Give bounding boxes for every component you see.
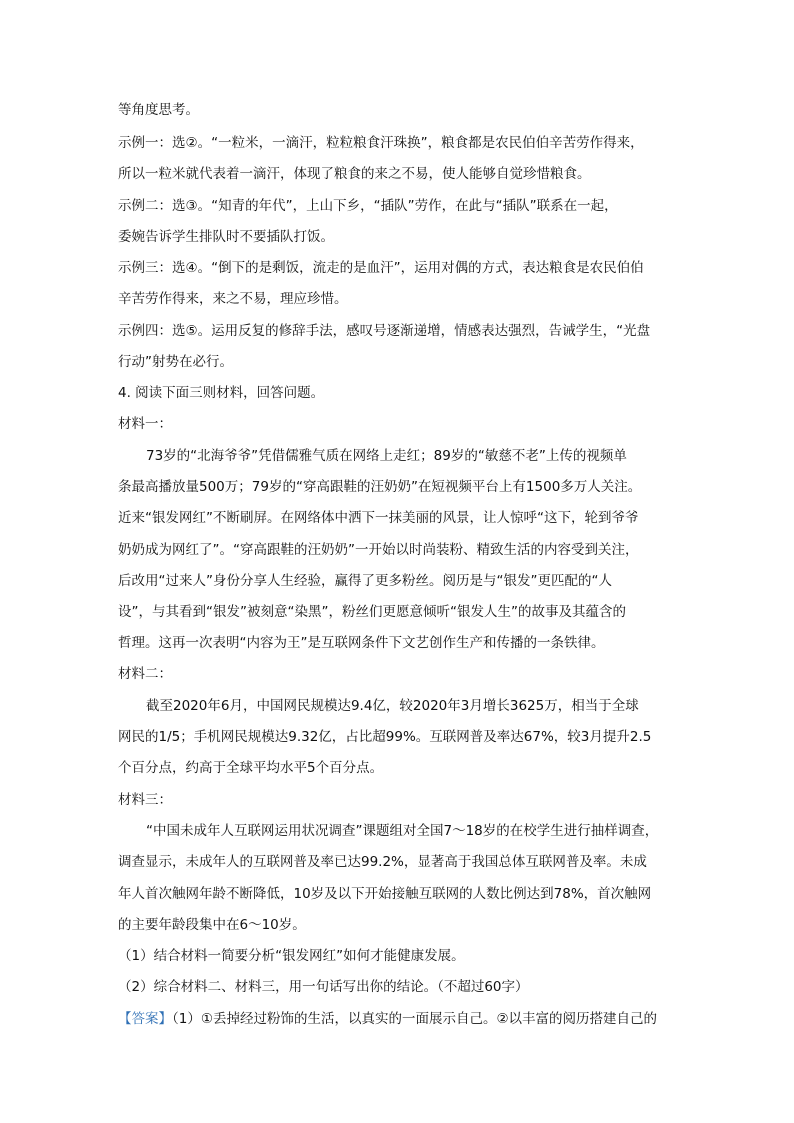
question-heading: 4. 阅读下面三则材料，回答问题。 bbox=[118, 385, 325, 401]
text-line: 示例四：选⑤。运用反复的修辞手法，感叹号逐渐递增，情感表达强烈，告诫学生，“光盘 bbox=[118, 323, 651, 339]
text-line: 个百分点，约高于全球平均水平5个百分点。 bbox=[118, 760, 384, 776]
text-line: 近来“银发网红”不断刷屏。在网络体中洒下一抹美丽的风景，让人惊呼“这下，轮到爷爷 bbox=[118, 510, 639, 526]
sub-question: （2）综合材料二、材料三，用一句话写出你的结论。（不超过60字） bbox=[118, 979, 529, 995]
answer-line bbox=[118, 1009, 688, 1029]
text-line: 73岁的“北海爷爷”凭借儒雅气质在网络上走红；89岁的“敏慈不老”上传的视频单 bbox=[146, 448, 627, 464]
text-line: 哲理。这再一次表明“内容为王”是互联网条件下文艺创作生产和传播的一条铁律。 bbox=[118, 635, 605, 651]
answer-text: （1）①丢掉经过粉饰的生活，以真实的一面展示自己。②以丰富的阅历搭建自己的 bbox=[172, 1011, 658, 1027]
material-label: 材料二： bbox=[118, 666, 172, 682]
text-line: 的主要年龄段集中在6～10岁。 bbox=[118, 917, 306, 933]
text-line: 设”，与其看到“银发”被刻意“染黑”，粉丝们更愿意倾听“银发人生”的故事及其蕴含的 bbox=[118, 604, 626, 620]
text-line: 后改用“过来人”身份分享人生经验，赢得了更多粉丝。阅历是与“银发”更匹配的“人 bbox=[118, 573, 612, 589]
material-label: 材料三： bbox=[118, 792, 172, 808]
text-line: “中国未成年人互联网运用状况调查”课题组对全国7～18岁的在校学生进行抽样调查， bbox=[146, 823, 659, 839]
text-line: 截至2020年6月，中国网民规模达9.4亿，较2020年3月增长3625万，相当于全球 bbox=[146, 698, 639, 714]
text-line: 网民的1/5；手机网民规模达9.32亿，占比超99%。互联网普及率达67%，较3月提升2.5 bbox=[118, 729, 652, 745]
material-label: 材料一： bbox=[118, 416, 172, 432]
text-line: 示例三：选④。“倒下的是剩饭，流走的是血汗”，运用对偶的方式，表达粮食是农民伯伯 bbox=[118, 260, 644, 276]
text-line: 示例二：选③。“知青的年代”，上山下乡，“插队”劳作，在此与“插队”联系在一起， bbox=[118, 198, 618, 214]
text-line: 年人首次触网年龄不断降低，10岁及以下开始接触互联网的人数比例达到78%，首次触网 bbox=[118, 886, 652, 902]
sub-question: （1）结合材料一简要分析“银发网红”如何才能健康发展。 bbox=[118, 948, 465, 964]
text-line: 委婉告诉学生排队时不要插队打饭。 bbox=[118, 229, 334, 245]
text-line: 行动”射势在必行。 bbox=[118, 354, 233, 370]
text-line: 示例一：选②。“一粒米，一滴汗，粒粒粮食汗珠换”，粮食都是农民伯伯辛苦劳作得来， bbox=[118, 135, 644, 151]
text-line: 奶奶成为网红了”。“穿高跟鞋的汪奶奶”一开始以时尚装粉、精致生活的内容受到关注， bbox=[118, 542, 639, 558]
text-line: 辛苦劳作得来，来之不易，理应珍惜。 bbox=[118, 291, 348, 307]
text-line: 所以一粒米就代表着一滴汗，体现了粮食的来之不易，使人能够自觉珍惜粮食。 bbox=[118, 166, 591, 182]
text-line: 等角度思考。 bbox=[118, 102, 199, 118]
text-line: 条最高播放量500万；79岁的“穿高跟鞋的汪奶奶”在短视频平台上有1500多万人关注。 bbox=[118, 479, 642, 495]
answer-label: 【答案】 bbox=[118, 1011, 172, 1027]
text-line: 调查显示，未成年人的互联网普及率已达99.2%，显著高于我国总体互联网普及率。未成 bbox=[118, 854, 647, 870]
